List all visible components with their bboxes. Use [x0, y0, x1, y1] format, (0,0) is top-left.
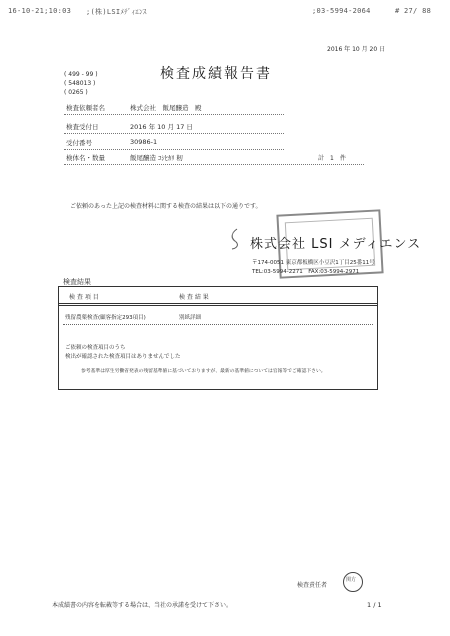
result-value: 別紙詳細	[179, 315, 202, 321]
fax-page: # 27/ 88	[395, 7, 432, 15]
company-logo-icon	[228, 228, 242, 250]
code-2: ( 548013 )	[64, 80, 96, 87]
code-1: ( 499 - 99 )	[64, 71, 98, 78]
field-label-received-date: 検査受付日	[66, 123, 99, 131]
divider	[64, 149, 284, 150]
field-value-received-date: 2016 年 10 月 17 日	[130, 123, 193, 131]
divider	[64, 133, 284, 134]
field-label-sample: 検体名・数量	[66, 154, 105, 162]
column-header-item: 検 査 項 目	[69, 294, 99, 301]
field-label-requester: 検査依頼者名	[66, 104, 105, 112]
divider	[59, 305, 377, 306]
inspector-label: 検査責任者	[297, 582, 328, 589]
divider	[63, 324, 373, 325]
company-phone: TEL:03-5994-2271 FAX:03-5994-2971	[252, 269, 360, 275]
reference-note: 参考基準は厚生労働省発表の残留基準値に基づいておりますが、最新の基準値については官報等でご確認下さい。	[81, 369, 326, 374]
result-item: 残留農薬検査(顧客指定293項目)	[65, 315, 146, 321]
intro-text: ご依頼のあった上記の検査材料に関する検査の結果は以下の通りです。	[70, 203, 262, 210]
company-name: 株式会社 LSI メディエンス	[250, 237, 422, 252]
code-3: ( 0265 )	[64, 89, 88, 96]
results-section-title: 検査結果	[63, 278, 91, 286]
page-title: 検査成績報告書	[160, 66, 272, 82]
divider	[64, 164, 364, 165]
field-label-receipt-number: 受付番号	[66, 139, 92, 147]
divider	[59, 303, 377, 304]
page-number: 1 / 1	[367, 601, 382, 609]
result-note-line-2: 検出が確認された検査項目はありませんでした	[65, 354, 181, 360]
report-date: 2016 年 10 月 20 日	[327, 46, 386, 53]
inspector-seal-text: 関方	[346, 577, 357, 583]
fax-number: ;03-5994-2064	[312, 7, 371, 15]
field-value-requester: 株式会社 飯尾醸造 殿	[130, 104, 202, 112]
column-header-result: 検 査 結 果	[179, 294, 209, 301]
sample-count: 計 1 件	[318, 155, 346, 162]
field-value-receipt-number: 30986-1	[130, 138, 158, 146]
field-value-sample: 飯尾醸造 ｺｼﾋｶﾘ 籾	[130, 154, 183, 162]
fax-datetime: 16-10-21;10:03	[8, 7, 72, 15]
footer-notice: 本成績書の内容を転載等する場合は、当社の承諾を受けて下さい。	[52, 602, 233, 609]
results-table	[58, 286, 378, 390]
company-address: 〒174-0051 東京都板橋区小豆沢1丁目25番11号	[252, 260, 375, 266]
divider	[64, 114, 284, 115]
result-note-line-1: ご依頼の検査項目のうち	[65, 345, 126, 351]
fax-sender: ;(株)LSIﾒﾃﾞｨｴﾝｽ	[86, 8, 147, 16]
